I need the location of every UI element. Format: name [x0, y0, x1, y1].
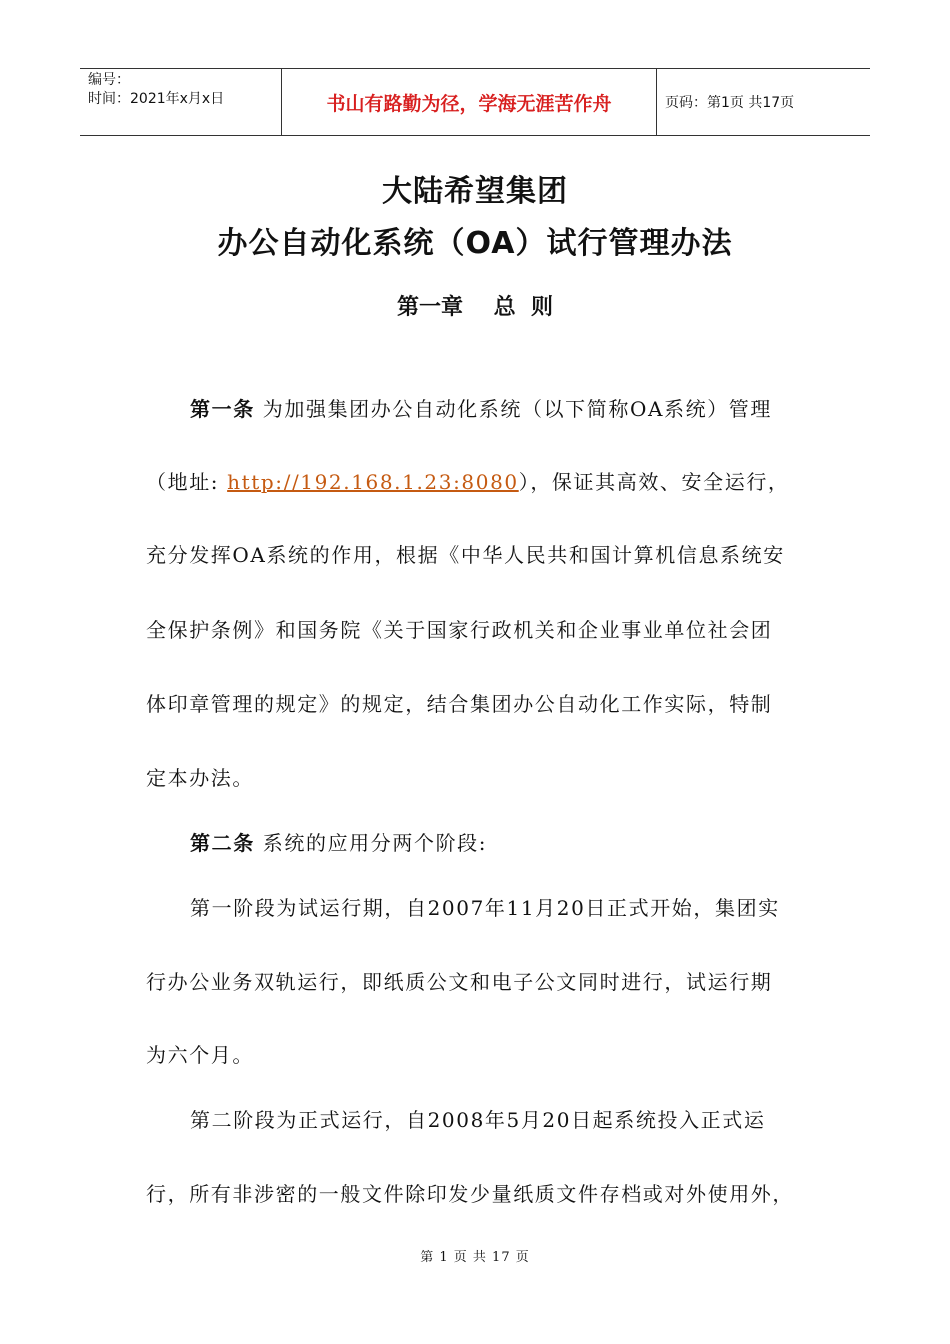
article-1-line-4: 全保护条例》和国务院《关于国家行政机关和企业事业单位社会团	[146, 618, 773, 642]
article-1-line-5: 体印章管理的规定》的规定，结合集团办公自动化工作实际，特制	[146, 692, 773, 716]
article-2-text: 系统的应用分两个阶段:	[254, 831, 488, 855]
article-1-text: 为加强集团办公自动化系统（以下简称OA系统）管理	[254, 397, 773, 421]
header-meta	[80, 69, 282, 135]
address-prefix: （地址:	[146, 470, 228, 494]
stage-2-line-2: 行，所有非涉密的一般文件除印发少量纸质文件存档或对外使用外，	[146, 1182, 794, 1206]
header-page-info: 页码：第1页 共17页	[665, 95, 795, 111]
title-line-2: 办公自动化系统（OA）试行管理办法	[217, 226, 733, 261]
header-motto: 书山有路勤为径，学海无涯苦作舟	[282, 69, 657, 135]
serial-label: 编号：	[88, 72, 130, 88]
stage-2-line-1: 第二阶段为正式运行，自2008年5月20日起系统投入正式运	[190, 1108, 766, 1132]
article-1-line-6: 定本办法。	[146, 766, 254, 790]
article-1-label: 第一条	[190, 397, 255, 421]
article-1-line-3: 充分发挥OA系统的作用，根据《中华人民共和国计算机信息系统安	[146, 543, 785, 567]
address-suffix: ），保证其高效、安全运行，	[518, 470, 790, 494]
header-table	[80, 68, 870, 136]
article-2-label: 第二条	[190, 831, 255, 855]
title-line-1: 大陆希望集团	[382, 174, 568, 209]
article-1-line-2	[146, 468, 826, 496]
stage-1-line-3: 为六个月。	[146, 1043, 254, 1067]
page-footer: 第 1 页 共 17 页	[420, 1250, 530, 1265]
oa-address-link[interactable]: http://192.168.1.23:8080	[227, 470, 519, 494]
time-label: 时间：2021年x月x日	[88, 91, 225, 107]
stage-1-line-1: 第一阶段为试运行期，自2007年11月20日正式开始，集团实	[190, 896, 780, 920]
chapter-heading: 第一章 总 则	[397, 295, 553, 320]
stage-1-line-2: 行办公业务双轨运行，即纸质公文和电子公文同时进行，试运行期	[146, 970, 773, 994]
article-1-line-1	[190, 395, 870, 423]
article-2-line	[190, 829, 870, 857]
